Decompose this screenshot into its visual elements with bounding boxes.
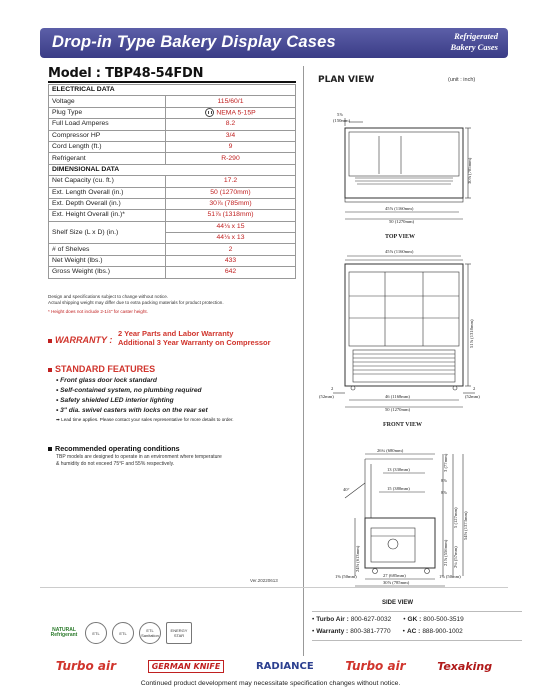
dim-label: 30⅞ (785mm) <box>467 157 472 184</box>
bullet-icon <box>48 339 52 343</box>
list-item: • Front glass door lock standard <box>56 377 157 384</box>
plan-drawings <box>305 88 541 588</box>
dim-label: 5⅞ <box>337 112 343 117</box>
category-line2: Bakery Cases <box>450 42 498 52</box>
certification-logos <box>48 620 192 646</box>
spec-notes: Design and specifications subject to change without notice. Actual shipping weight may differ due to extra packing materials for product protection. * Height does not include 2-1/4" for caster height. <box>48 294 224 314</box>
table-row: 44⅛ x 13 <box>49 233 296 244</box>
front-view-drawing <box>333 256 475 407</box>
dim-label: 8⅞ <box>441 478 447 483</box>
title-banner <box>40 28 508 58</box>
turbo-air-logo: Turbo air <box>55 659 117 673</box>
model-number: Model : TBP48-54FDN <box>48 66 204 81</box>
bullet-icon <box>48 447 52 451</box>
texaking-logo: Texaking <box>437 659 493 673</box>
dim-label: 15 (380mm) <box>387 486 410 491</box>
table-row: Ext. Depth Overall (in.) 30⅞ (785mm) <box>49 198 296 209</box>
dim-label: (52mm) <box>465 394 480 399</box>
dim-label: 50 (1270mm) <box>389 219 415 224</box>
natural-refrigerant-logo: NATURAL Refrigerant <box>50 627 78 638</box>
dim-label: 1⅝ (50mm) <box>439 574 461 579</box>
etl-logo: ETL <box>85 622 107 644</box>
etl-sanitation-logo: ETL Sanitation <box>139 622 161 644</box>
dim-label: 2 <box>331 386 334 391</box>
divider <box>40 587 508 588</box>
phone-number[interactable]: 800-500-3519 <box>423 616 464 623</box>
front-view-label: FRONT VIEW <box>383 422 422 428</box>
dim-label: (150mm) <box>333 118 351 123</box>
recommended-conditions: Recommended operating conditions TBP models are designed to operate in an environment where temperature & humidity do not exceed 75°F and 55% respectively. <box>48 444 303 468</box>
table-row: Ext. Length Overall (in.) 50 (1270mm) <box>49 187 296 198</box>
phone-number[interactable]: 888-900-1002 <box>422 628 463 635</box>
category-line1: Refrigerated <box>454 31 498 41</box>
table-row: Net Weight (lbs.) 433 <box>49 255 296 266</box>
dim-label: 50 (1270mm) <box>385 407 411 412</box>
table-row: Shelf Size (L x D) (in.) 44⅛ x 15 <box>49 221 296 232</box>
list-item: • Safety shielded LED interior lighting <box>56 397 174 404</box>
dim-label: 27 (685mm) <box>383 573 406 578</box>
dim-label: 5 (127mm) <box>453 507 458 528</box>
contact-info: • Turbo Air : 800-627-0032 • GK : 800-500-3519 • Warranty : 800-381-7770 • AC : 888-900-1002 <box>312 611 522 641</box>
dim-label: 45⅞ (1160mm) <box>385 249 414 254</box>
side-view-label: SIDE VIEW <box>382 600 414 606</box>
dimensional-heading: DIMENSIONAL DATA <box>49 164 296 175</box>
dim-label: 13 (330mm) <box>387 467 410 472</box>
plan-view-title: PLAN VIEW <box>318 75 375 85</box>
table-row: Cord Length (ft.) 9 <box>49 141 296 152</box>
dim-label: 2 <box>473 386 476 391</box>
table-row: Compressor HP 3/4 <box>49 130 296 141</box>
plug-icon <box>205 108 214 117</box>
lead-time-note: ➡ Lead time applies. Please contact your sales representative for more details to order. <box>56 417 234 422</box>
divider <box>303 66 304 656</box>
footer-disclaimer: Continued product development may necessitate specification changes without notice. <box>140 680 401 687</box>
dim-label: 54⅛ (1373mm) <box>463 511 468 540</box>
dim-label: 51⅞ (1318mm) <box>469 319 474 348</box>
phone-number[interactable]: 800-381-7770 <box>350 628 391 635</box>
radiance-logo: RADIANCE <box>255 660 314 672</box>
energy-star-logo: ENERGY STAR <box>166 622 192 644</box>
unit-label: (unit : inch) <box>448 77 476 83</box>
electrical-heading: ELECTRICAL DATA <box>49 85 296 96</box>
dim-label: 46 (1168mm) <box>385 394 410 399</box>
etl-logo: ETL <box>112 622 134 644</box>
page-title: Drop-in Type Bakery Display Cases <box>52 33 336 51</box>
top-view-drawing <box>345 118 471 219</box>
dim-label: 45⅞ (1160mm) <box>385 206 414 211</box>
phone-number[interactable]: 800-627-0032 <box>350 616 392 623</box>
bullet-icon <box>48 368 52 372</box>
dim-label: (52mm) <box>319 394 334 399</box>
table-row: Ext. Height Overall (in.)* 51⅞ (1318mm) <box>49 210 296 221</box>
dim-label: 30⅞ (785mm) <box>383 580 410 585</box>
dim-label: 2¼ (57mm) <box>453 546 458 568</box>
divider <box>48 81 296 83</box>
category-label <box>428 31 498 53</box>
dim-label: 40° <box>343 487 350 492</box>
table-row: # of Shelves 2 <box>49 244 296 255</box>
list-item: • 3" dia. swivel casters with locks on the rear set <box>56 407 208 414</box>
top-view-label: TOP VIEW <box>385 234 415 240</box>
electrical-table <box>48 84 296 279</box>
dim-label: 1⅝ (50mm) <box>335 574 357 579</box>
turbo-air-logo: Turbo air <box>345 659 406 673</box>
dim-label: 24⅛ (613mm) <box>355 545 360 572</box>
dim-label: 21⅞ (556mm) <box>443 539 448 566</box>
standard-features: STANDARD FEATURES • Front glass door lock standard • Self-contained system, no plumbing required • Safety shielded LED interior lighting • 3" dia. swivel casters with locks on the rear set ➡ Lead time applies. Please contact your sales representative for more details to order. <box>48 364 303 424</box>
brand-logos <box>40 655 508 677</box>
table-row: Full Load Amperes 8.2 <box>49 119 296 130</box>
version-label: Ver.20220613 <box>250 578 278 583</box>
table-row: Refrigerant R-290 <box>49 153 296 164</box>
dim-label: 8⅞ <box>441 490 447 495</box>
dim-label: 26¾ (680mm) <box>377 448 404 453</box>
arrow-icon: ➡ <box>56 417 60 422</box>
dim-label: 3 (77mm) <box>443 453 448 472</box>
list-item: • Self-contained system, no plumbing required <box>56 387 202 394</box>
german-knife-logo: GERMAN KNIFE <box>148 660 225 673</box>
table-row: Gross Weight (lbs.) 642 <box>49 267 296 278</box>
table-row: Plug Type NEMA 5-15P <box>49 107 296 118</box>
table-row: Voltage 115/60/1 <box>49 96 296 107</box>
table-row: Net Capacity (cu. ft.) 17.2 <box>49 176 296 187</box>
